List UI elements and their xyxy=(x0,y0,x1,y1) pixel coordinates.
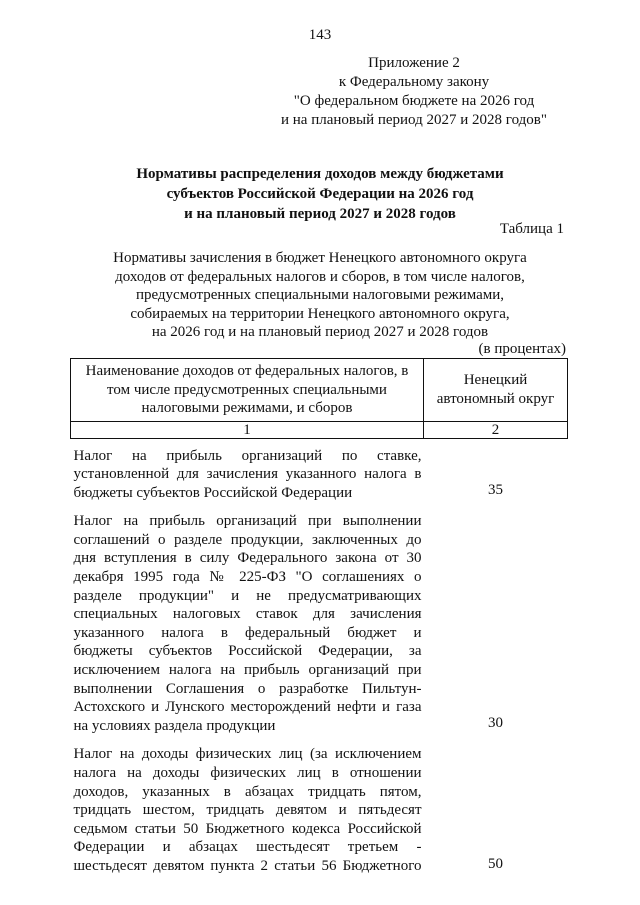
income-name-line: выполнении Соглашения о разработке Пильтун- xyxy=(73,680,422,697)
appendix-line: Приложение 2 xyxy=(368,55,460,71)
document-title xyxy=(0,164,640,224)
table-row xyxy=(71,502,568,735)
table-row xyxy=(71,735,568,875)
caption-line: собираемых на территории Ненецкого автономного округа, xyxy=(130,305,510,322)
norms-table xyxy=(70,358,568,876)
income-name-line: шестьдесят девятом пункта 2 статьи 56 Бюджетного xyxy=(73,857,422,874)
income-name-line: бюджеты субъектов Российской Федерации xyxy=(73,484,353,501)
income-name-line: доходов, указанных в абзацах тридцать пятом, xyxy=(73,783,422,800)
income-name-line: декабря 1995 года № 225-ФЗ "О соглашениях о xyxy=(73,569,422,586)
units-note: (в процентах) xyxy=(478,341,566,357)
column-number: 1 xyxy=(71,421,424,438)
income-name-line: бюджеты субъектов Российской Федерации, за xyxy=(73,643,422,660)
table-label: Таблица 1 xyxy=(499,221,564,237)
income-name-cell xyxy=(71,502,424,735)
caption-line: доходов от федеральных налогов и сборов, в том числе налогов, xyxy=(115,268,525,285)
income-name-cell xyxy=(71,438,424,502)
income-name-line: дня вступления в силу Федерального закона от 30 xyxy=(73,550,422,567)
income-name-line: на условиях раздела продукции xyxy=(73,717,276,734)
income-name-line: налога на доходы физических лиц в отношении xyxy=(73,765,422,781)
appendix-line: к Федеральному закону xyxy=(338,74,490,90)
caption-line: Нормативы зачисления в бюджет Ненецкого автономного округа xyxy=(113,250,527,266)
table-row xyxy=(71,438,568,502)
appendix-block xyxy=(264,54,564,130)
income-name-line: указанного налога в федеральный бюджет и xyxy=(73,624,422,641)
table-header-row xyxy=(71,359,568,422)
table-caption xyxy=(70,249,570,342)
income-name-line: установленной для зачисления указанного налога в xyxy=(73,466,422,483)
header-income-name: Наименование доходов от федеральных налогов, в том числе предусмотренных специальными налоговыми режимами, и сборов xyxy=(71,359,424,422)
title-line: Нормативы распределения доходов между бюджетами xyxy=(136,166,504,182)
income-name-line: Налог на доходы физических лиц (за исключением xyxy=(73,746,422,763)
title-line: и на плановый период 2027 и 2028 годов xyxy=(184,206,456,222)
income-name-line: Налог на прибыль организаций по ставке, xyxy=(73,447,422,464)
column-number-row xyxy=(71,421,568,438)
income-name-line: Федерации и абзацах шестьдесят третьем - xyxy=(73,839,422,856)
column-number: 2 xyxy=(424,421,568,438)
income-name-line: специальных налоговых ставок для зачисления xyxy=(73,606,422,623)
income-name-line: седьмом статьи 50 Бюджетного кодекса Российской xyxy=(73,820,422,837)
caption-line: на 2026 год и на плановый период 2027 и 2028 годов xyxy=(151,324,489,340)
income-name-line: Налог на прибыль организаций при выполнении xyxy=(73,513,422,530)
income-name-cell xyxy=(71,735,424,875)
rate-value: 35 xyxy=(488,482,503,499)
page-number: 143 xyxy=(308,27,332,43)
caption-line: предусмотренных специальными налоговыми режимами, xyxy=(135,287,505,303)
income-name-line: соглашений о разделе продукции, заключенных до xyxy=(73,531,422,548)
income-name-line: Астохского и Лунского месторождений нефти и газа xyxy=(73,699,422,716)
rate-value: 30 xyxy=(488,715,503,732)
rate-value: 50 xyxy=(488,855,503,872)
income-name-line: исключением налога на прибыль организаций при xyxy=(73,662,422,679)
appendix-line: и на плановый период 2027 и 2028 годов" xyxy=(281,112,547,128)
title-line: субъектов Российской Федерации на 2026 год xyxy=(166,186,474,202)
income-name-line: тридцать шестом, тридцать девятом и пятьдесят xyxy=(73,802,422,819)
appendix-line: "О федеральном бюджете на 2026 год xyxy=(293,93,535,109)
header-region: Ненецкий автономный округ xyxy=(424,359,568,422)
income-name-line: разделе продукции" и не предусматривающих xyxy=(73,587,422,604)
